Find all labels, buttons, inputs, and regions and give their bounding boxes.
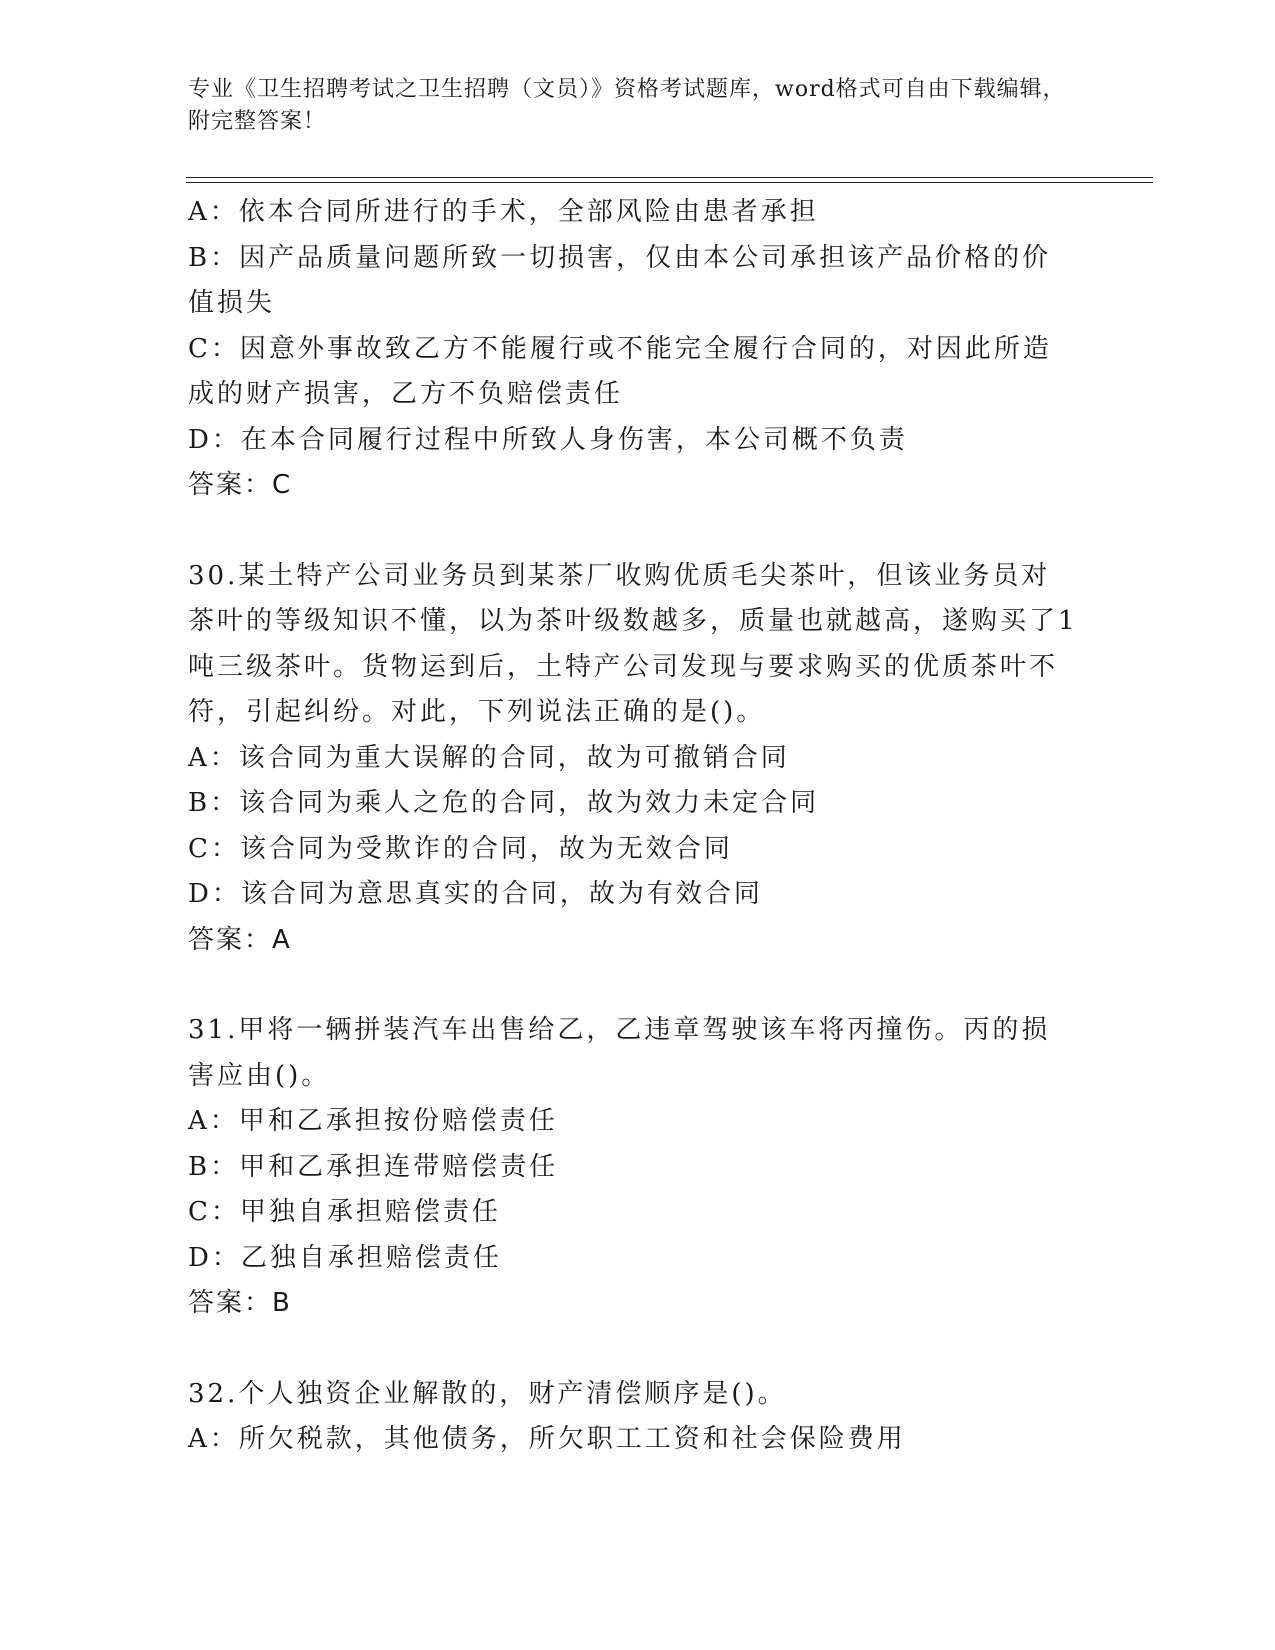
answer: 答案：A — [188, 924, 292, 955]
option-d: D：乙独自承担赔偿责任 — [188, 1242, 502, 1273]
header-rule-bottom — [186, 182, 1153, 183]
option-d: D：在本合同履行过程中所致人身伤害，本公司概不负责 — [188, 424, 908, 455]
question-stem: 32.个人独资企业解散的，财产清偿顺序是()。 — [188, 1378, 787, 1409]
answer: 答案：B — [188, 1288, 292, 1318]
option-b: B：因产品质量问题所致一切损害，仅由本公司承担该产品价格的价值损失 — [188, 242, 1052, 318]
spacer — [188, 963, 1078, 1008]
question-content — [188, 190, 1078, 1463]
question-31 — [188, 1008, 1078, 1327]
answer: 答案：C — [188, 470, 293, 500]
document-header — [188, 74, 1088, 138]
question-stem: 31.甲将一辆拼装汽车出售给乙，乙违章驾驶该车将丙撞伤。丙的损害应由()。 — [188, 1015, 1051, 1091]
header-rule-top — [186, 177, 1153, 178]
question-29-continued — [188, 190, 1078, 509]
option-a: A：该合同为重大误解的合同，故为可撤销合同 — [188, 742, 790, 773]
spacer — [188, 1327, 1078, 1372]
question-stem: 30.某土特产公司业务员到某茶厂收购优质毛尖茶叶，但该业务员对茶叶的等级知识不懂，以为茶叶级数越多，质量也就越高，遂购买了1吨三级茶叶。货物运到后，土特产公司发现与要求购买的优质茶叶不符，引起纠纷。对此，下列说法正确的是()。 — [188, 560, 1078, 727]
option-c: C：该合同为受欺诈的合同，故为无效合同 — [188, 833, 733, 864]
option-d: D：该合同为意思真实的合同，故为有效合同 — [188, 879, 763, 909]
option-a: A：甲和乙承担按份赔偿责任 — [188, 1106, 558, 1136]
question-30 — [188, 554, 1078, 964]
option-c: C：甲独自承担赔偿责任 — [188, 1197, 501, 1227]
spacer — [188, 509, 1078, 554]
option-a: A：依本合同所进行的手术，全部风险由患者承担 — [188, 197, 819, 227]
option-a: A：所欠税款，其他债务，所欠职工工资和社会保险费用 — [188, 1424, 906, 1454]
question-32 — [188, 1372, 1078, 1463]
option-c: C：因意外事故致乙方不能履行或不能完全履行合同的，对因此所造成的财产损害，乙方不负赔偿责任 — [188, 333, 1052, 409]
option-b: B：该合同为乘人之危的合同，故为效力未定合同 — [188, 788, 820, 818]
option-b: B：甲和乙承担连带赔偿责任 — [188, 1151, 559, 1182]
header-text: 专业《卫生招聘考试之卫生招聘（文员）》资格考试题库，word格式可自由下载编辑，附完整答案！ — [188, 77, 1066, 134]
